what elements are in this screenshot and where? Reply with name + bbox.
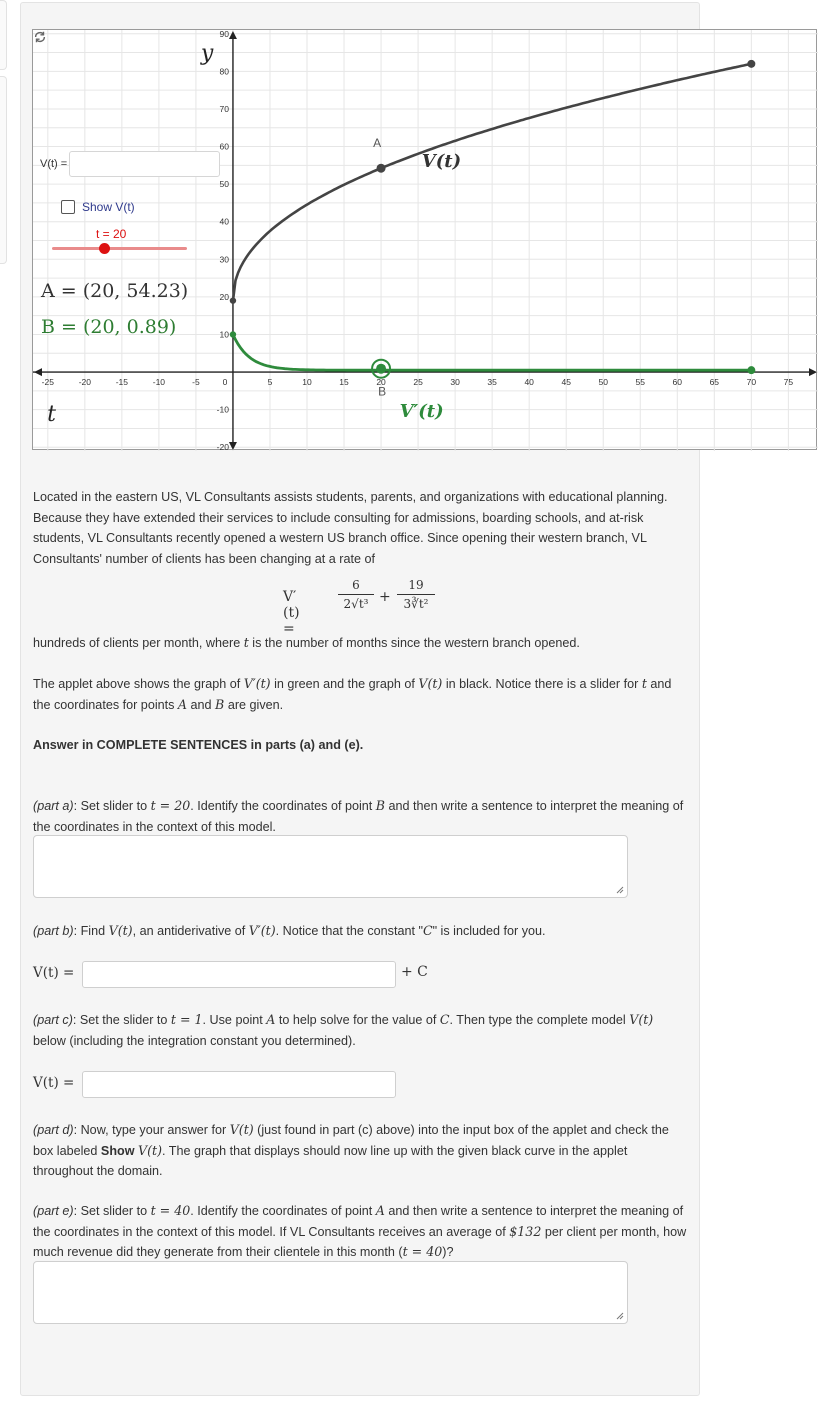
x-tick-label: -5 <box>192 377 200 388</box>
y-tick-label: 30 <box>219 254 229 265</box>
v-curve-end-point <box>747 60 755 68</box>
t-slider-handle[interactable] <box>99 243 110 254</box>
x-tick-label: 0 <box>222 377 228 388</box>
y-axis-label: y <box>200 41 214 67</box>
vt-input-label: V(t) = <box>40 158 68 170</box>
x-tick-label: 60 <box>672 377 683 388</box>
y-tick-label: 10 <box>219 329 229 340</box>
formula-fraction-1 <box>338 578 374 611</box>
y-tick-label: 60 <box>219 141 229 152</box>
fraction-2-numerator: 19 <box>397 578 435 595</box>
part-e-answer-textarea[interactable] <box>33 1261 628 1324</box>
y-tick-label: 40 <box>219 216 229 227</box>
part-b-answer-input[interactable] <box>82 961 396 988</box>
x-tick-label: -10 <box>152 377 166 388</box>
x-tick-label: 25 <box>413 377 423 388</box>
y-tick-label: 80 <box>219 66 229 77</box>
x-tick-label: 5 <box>267 377 273 388</box>
vprime-curve-end-point <box>747 366 755 374</box>
vprime-curve-start-point <box>230 331 236 337</box>
y-axis-arrow-down <box>229 442 237 450</box>
part-b-field-label: V(t) = <box>33 965 75 981</box>
y-tick-label: 20 <box>219 291 229 302</box>
slider-label: t = 20 <box>96 227 127 241</box>
x-tick-label: 55 <box>635 377 645 388</box>
vt-input-row <box>40 151 220 177</box>
side-tab-top <box>0 0 7 70</box>
part-e-text: (part e): Set slider to t = 40. Identify the coordinates of point A and then write a sentence to interpret the meaning of the coordinates in the context of this model. If VL Consultants receives an average of $132 per client per month, how much revenue did they generate from their clientele in this month (t = 40)? <box>33 1203 687 1259</box>
x-axis-label: t <box>47 401 56 427</box>
x-tick-label: 75 <box>783 377 794 388</box>
plus-c-label: + C <box>401 964 428 980</box>
fraction-2-denominator: 3∛t² <box>403 597 429 611</box>
x-tick-label: 50 <box>598 377 608 388</box>
x-tick-label: 45 <box>561 377 571 388</box>
resize-grip-icon[interactable] <box>616 886 624 894</box>
y-tick-label: 90 <box>219 30 229 39</box>
point-a-coordinates: A = (20, 54.23) <box>41 280 189 302</box>
y-tick-label: 70 <box>219 103 229 114</box>
part-c-field-label: V(t) = <box>33 1075 75 1091</box>
t-slider-track[interactable] <box>52 247 187 250</box>
x-axis-arrow-left <box>34 368 42 376</box>
vt-input[interactable] <box>69 151 220 177</box>
v-curve-label: V(t) <box>421 151 462 173</box>
point-b-coordinates: B = (20, 0.89) <box>41 316 177 338</box>
graph-canvas[interactable] <box>33 30 818 451</box>
x-tick-label: -25 <box>41 377 54 388</box>
formula-fraction-2 <box>397 578 435 611</box>
fraction-1-denominator: 2√t³ <box>343 597 369 611</box>
x-tick-label: -20 <box>78 377 91 388</box>
part-b-text: (part b): Find V(t), an antiderivative of V′(t). Notice that the constant "C" is included for you. <box>33 923 546 938</box>
fraction-1-numerator: 6 <box>338 578 374 595</box>
y-tick-label: 50 <box>219 179 229 190</box>
part-d-text: (part d): Now, type your answer for V(t) (just found in part (c) above) into the input box of the applet and check the box labeled Show V(t). The graph that displays should now line up with the given black curve in the applet throughout the domain. <box>33 1122 669 1178</box>
part-c-answer-input[interactable] <box>82 1071 396 1098</box>
y-axis-arrow-up <box>229 31 237 39</box>
show-vt-checkbox[interactable] <box>61 200 75 214</box>
x-tick-label: 10 <box>302 377 312 388</box>
intro-paragraph: Located in the eastern US, VL Consultants assists students, parents, and organizations with educational planning. Because they have extended their services to include consulting for admissions, boarding schools, and at-risk students, VL Consultants recently opened a western US branch office. Since opening their western branch, VL Consultants' number of clients has been changing at a rate of <box>33 490 668 566</box>
x-tick-label: 15 <box>339 377 349 388</box>
x-tick-label: 40 <box>524 377 534 388</box>
formula-lhs: V′(t) = <box>283 589 300 637</box>
point-b-label: B <box>378 384 387 399</box>
part-a-answer-textarea[interactable] <box>33 835 628 898</box>
x-tick-label: 30 <box>450 377 460 388</box>
y-tick-label: -20 <box>216 442 229 451</box>
x-tick-label: 65 <box>709 377 720 388</box>
x-tick-label: 20 <box>376 377 386 388</box>
show-vt-label[interactable]: Show V(t) <box>82 200 135 214</box>
x-tick-label: -15 <box>115 377 129 388</box>
vprime-curve-label: V′(t) <box>399 401 444 423</box>
graphing-applet[interactable] <box>32 29 817 450</box>
x-tick-label: 70 <box>746 377 757 388</box>
y-tick-label: -10 <box>216 404 229 415</box>
x-tick-label: 35 <box>487 377 497 388</box>
part-c-text: (part c): Set the slider to t = 1. Use point A to help solve for the value of C. Then type the complete model V(t) below (including the integration constant you determined). <box>33 1012 654 1048</box>
x-axis-arrow-right <box>809 368 817 376</box>
refresh-icon[interactable] <box>33 30 47 44</box>
point-a-label: A <box>373 136 382 151</box>
part-a-text: (part a): Set slider to t = 20. Identify the coordinates of point B and then write a sentence to interpret the meaning of the coordinates in the context of this model. <box>33 798 684 834</box>
point-a <box>377 164 386 173</box>
point-b <box>376 364 386 374</box>
resize-grip-icon[interactable] <box>616 1312 624 1320</box>
after-formula-paragraph: hundreds of clients per month, where t is the number of months since the western branch opened. <box>33 635 580 650</box>
v-curve-start-point <box>230 297 236 303</box>
applet-description: The applet above shows the graph of V′(t) in green and the graph of V(t) in black. Notice there is a slider for t and the coordinates for points A and B are given. <box>33 676 672 712</box>
side-tab-middle <box>0 76 7 264</box>
instruction-text: Answer in COMPLETE SENTENCES in parts (a) and (e). <box>33 738 364 752</box>
show-vt-checkbox-row[interactable] <box>61 200 135 214</box>
formula-plus: + <box>379 589 391 605</box>
